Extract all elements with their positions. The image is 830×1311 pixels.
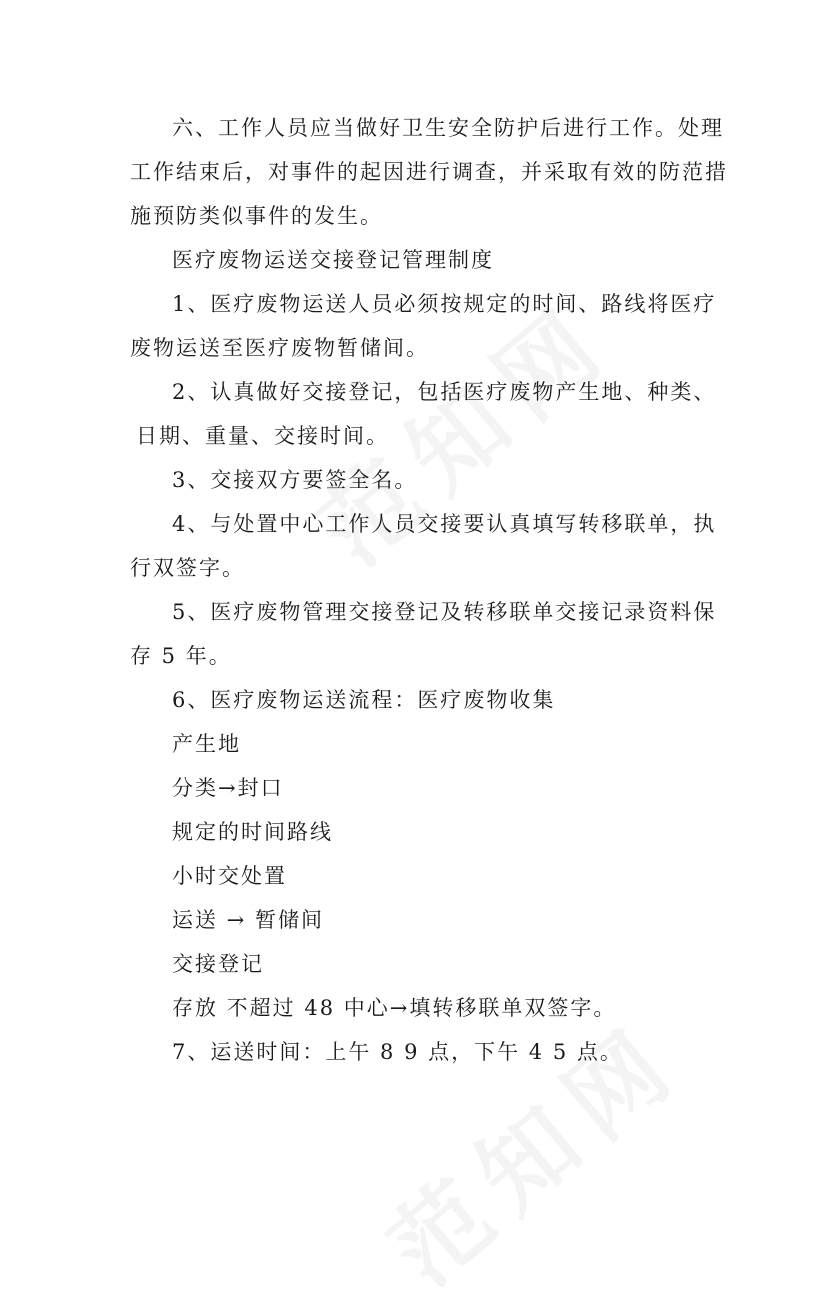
flow-step: 交接登记 xyxy=(172,952,264,976)
item-5-line-1: 5、医疗废物管理交接登记及转移联单交接记录资料保 xyxy=(172,600,717,624)
item-4-line-1: 4、与处置中心工作人员交接要认真填写转移联单，执 xyxy=(172,512,717,536)
paragraph-6-line-2: 工作结束后，对事件的起因进行调查，并采取有效的防范措 xyxy=(130,160,728,184)
item-1-line-1: 1、医疗废物运送人员必须按规定的时间、路线将医疗 xyxy=(172,292,717,316)
item-5-line-2: 存 5 年。 xyxy=(130,644,232,668)
flow-step: 存放 不超过 48 中心→填转移联单双签字。 xyxy=(172,996,617,1020)
flow-step: 分类→封口 xyxy=(172,776,284,800)
watermark xyxy=(356,986,706,1311)
flow-step: 规定的时间路线 xyxy=(172,820,333,844)
flow-step: 小时交处置 xyxy=(172,864,287,888)
paragraph-6-line-3: 施预防类似事件的发生。 xyxy=(130,204,383,228)
flow-step: 运送 → 暂储间 xyxy=(172,908,324,932)
item-2-line-2: 日期、重量、交接时间。 xyxy=(136,424,389,448)
item-6-flow-title: 6、医疗废物运送流程：医疗废物收集 xyxy=(172,688,556,712)
item-3: 3、交接双方要签全名。 xyxy=(172,468,418,492)
item-2-line-1: 2、认真做好交接登记，包括医疗废物产生地、种类、 xyxy=(172,380,717,404)
item-7: 7、运送时间：上午 8 9 点，下午 4 5 点。 xyxy=(172,1040,623,1064)
paragraph-6-line-1: 六、工作人员应当做好卫生安全防护后进行工作。处理 xyxy=(172,116,724,140)
section-title: 医疗废物运送交接登记管理制度 xyxy=(172,248,494,272)
flow-step: 产生地 xyxy=(172,732,241,756)
item-1-line-2: 废物运送至医疗废物暂储间。 xyxy=(130,336,429,360)
item-4-line-2: 行双签字。 xyxy=(130,556,245,580)
